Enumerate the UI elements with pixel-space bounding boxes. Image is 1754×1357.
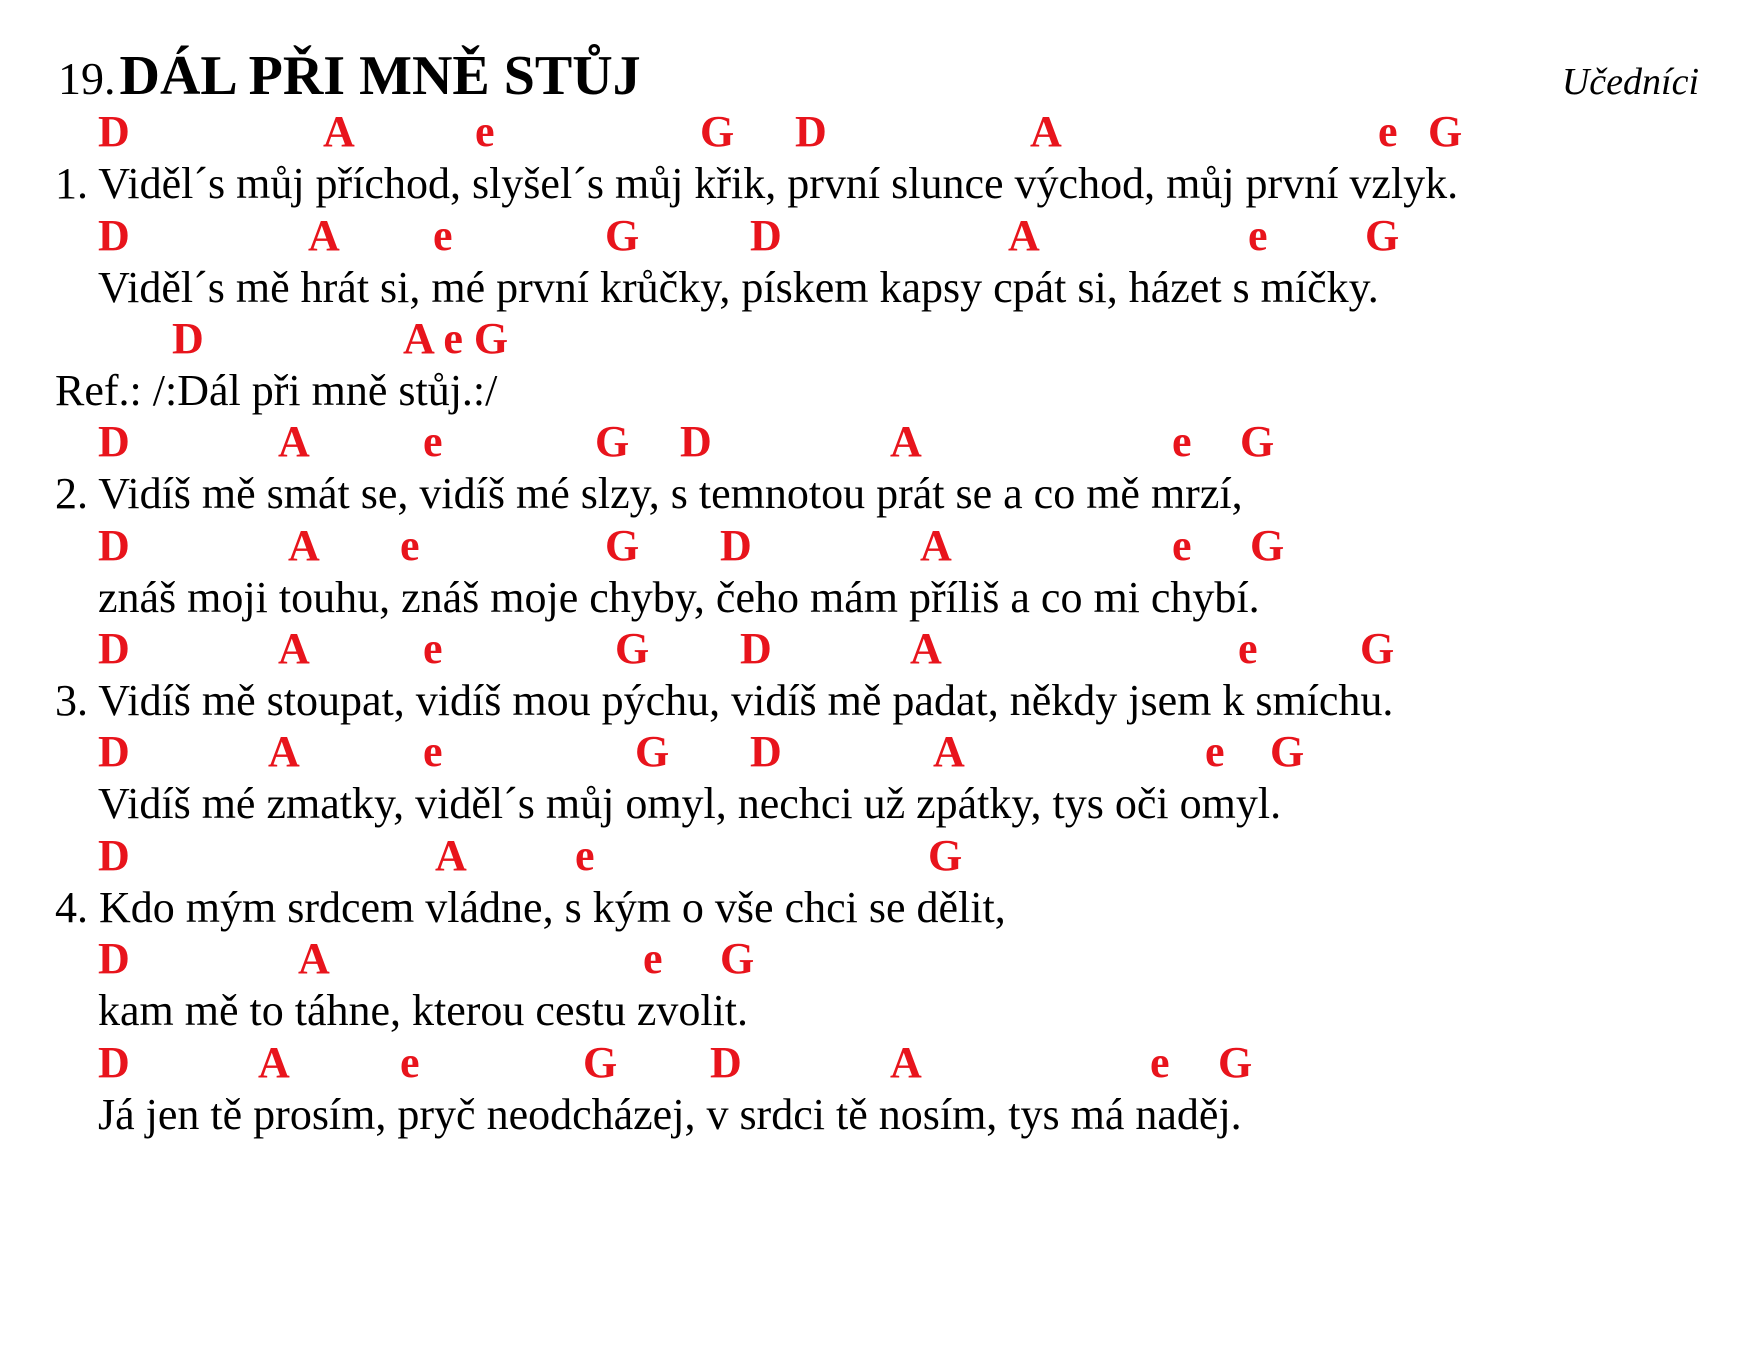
chord: G (720, 934, 755, 983)
chord: A (268, 727, 300, 776)
lyric-line: Já jen tě prosím, pryč neodcházej, v srdci tě nosím, tys má naděj. (98, 1090, 1242, 1139)
chord: G (1218, 1038, 1253, 1087)
chord: G (1240, 417, 1275, 466)
chord: e (1172, 417, 1192, 466)
chord: D (98, 211, 130, 260)
chord: D (795, 107, 827, 156)
chord: e (1248, 211, 1268, 260)
chord: e (575, 831, 595, 880)
chord: G (595, 417, 630, 466)
chord: A (910, 624, 942, 673)
lyric-line: 3. Vidíš mě stoupat, vidíš mou pýchu, vidíš mě padat, někdy jsem k smíchu. (55, 676, 1394, 725)
chord: G (1250, 521, 1285, 570)
lyric-line: Vidíš mé zmatky, viděl´s můj omyl, nechci už zpátky, tys oči omyl. (98, 779, 1282, 828)
chord: D (98, 727, 130, 776)
chord: D (98, 934, 130, 983)
chord: e (400, 1038, 420, 1087)
chord: D (750, 727, 782, 776)
chord: e (1150, 1038, 1170, 1087)
chord: A (933, 727, 965, 776)
chord: D (98, 1038, 130, 1087)
chord: A (890, 1038, 922, 1087)
song-number: 19. (58, 53, 116, 104)
chord: e (1205, 727, 1225, 776)
chord: e (433, 211, 453, 260)
chord: D (98, 521, 130, 570)
chord: G (1270, 727, 1305, 776)
chord: e (423, 727, 443, 776)
chord: G (615, 624, 650, 673)
chord: e (1378, 107, 1398, 156)
chord: A (890, 417, 922, 466)
chord: D (740, 624, 772, 673)
chord: D (710, 1038, 742, 1087)
chord: A (435, 831, 467, 880)
chord: G (605, 521, 640, 570)
chord: G (605, 211, 640, 260)
chord: D (720, 521, 752, 570)
chord: A (920, 521, 952, 570)
chord: G (700, 107, 735, 156)
chord: A (1008, 211, 1040, 260)
chord: D (750, 211, 782, 260)
chord: D (98, 831, 130, 880)
lyric-line: kam mě to táhne, kterou cestu zvolit. (98, 986, 749, 1035)
chord: A (258, 1038, 290, 1087)
song-header (58, 44, 641, 108)
chord: e (423, 624, 443, 673)
chord: e (475, 107, 495, 156)
chord: A (288, 521, 320, 570)
chord: A e G (403, 314, 509, 363)
chord: G (928, 831, 963, 880)
chord: D (98, 107, 130, 156)
chord: G (1360, 624, 1395, 673)
chord: G (583, 1038, 618, 1087)
lyric-line: Viděl´s mě hrát si, mé první krůčky, pískem kapsy cpát si, házet s míčky. (98, 263, 1379, 312)
lyric-line: 2. Vidíš mě smát se, vidíš mé slzy, s temnotou prát se a co mě mrzí, (55, 469, 1243, 518)
chord: A (278, 624, 310, 673)
chord: G (635, 727, 670, 776)
chord: e (1238, 624, 1258, 673)
chord: e (423, 417, 443, 466)
song-title: DÁL PŘI MNĚ STŮJ (119, 45, 641, 107)
song-author: Učedníci (1561, 61, 1699, 103)
chord: A (323, 107, 355, 156)
chord: e (400, 521, 420, 570)
lyric-line: Ref.: /:Dál při mně stůj.:/ (55, 366, 498, 415)
chord: G (1428, 107, 1463, 156)
lyric-line: 4. Kdo mým srdcem vládne, s kým o vše chci se dělit, (55, 883, 1006, 932)
chord: D (172, 314, 204, 363)
chord: A (308, 211, 340, 260)
lyric-line: 1. Viděl´s můj příchod, slyšel´s můj křik, první slunce východ, můj první vzlyk. (55, 159, 1459, 208)
chord: e (1172, 521, 1192, 570)
lyric-line: znáš moji touhu, znáš moje chyby, čeho mám příliš a co mi chybí. (98, 573, 1260, 622)
chord: e (643, 934, 663, 983)
chord: D (98, 624, 130, 673)
chord: A (298, 934, 330, 983)
chord: D (680, 417, 712, 466)
chord: A (1030, 107, 1062, 156)
chord: G (1365, 211, 1400, 260)
chord: D (98, 417, 130, 466)
chord: A (278, 417, 310, 466)
